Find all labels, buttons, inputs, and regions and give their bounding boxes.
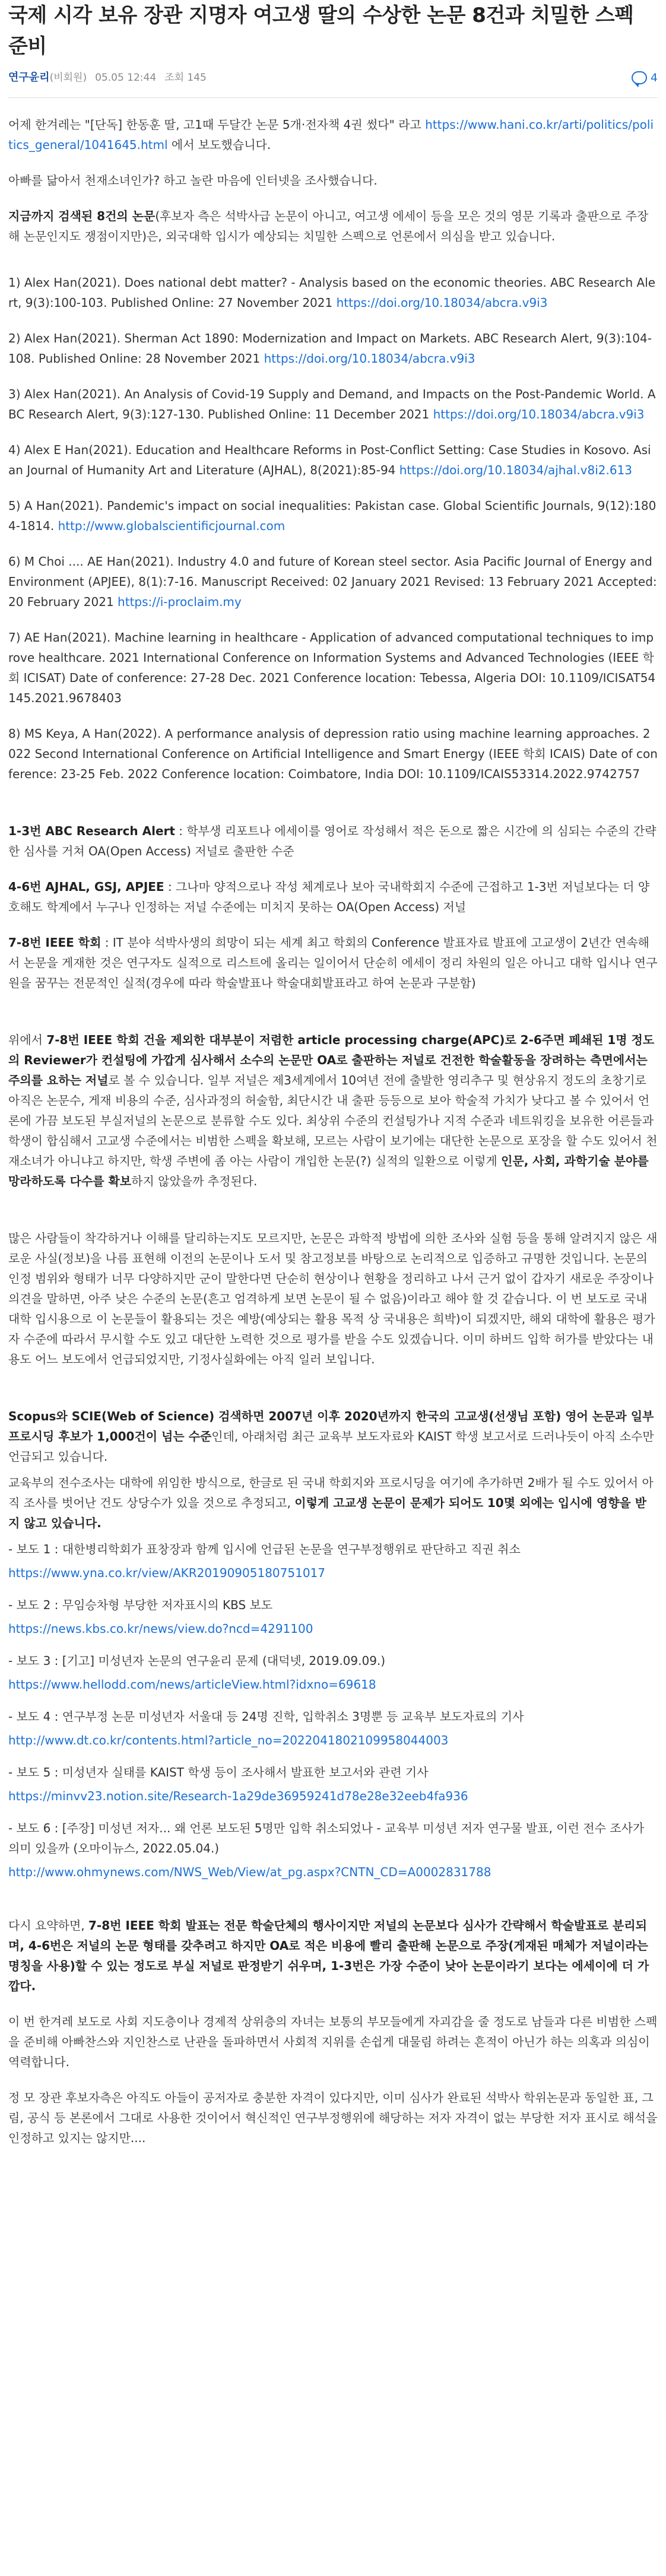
news-label: - 보도 2 : 무임승차형 부당한 저자표시의 KBS 보도 — [8, 1598, 273, 1612]
intro-text-end: 에서 보도했습니다. — [167, 138, 271, 152]
intro-text: 어제 한겨레는 "[단독] 한동훈 딸, 고1때 두달간 논문 5개·전자책 4권 썼다" 라고 — [8, 118, 426, 132]
news-label: - 보도 6 : [주장] 미성년 저자... 왜 언론 보도된 5명만 입학 취소되었나 - 교육부 미성년 저자 연구물 발표, 이런 전수 조사가 의미 있을까 (오마이뉴스, 2022.05.04.) — [8, 1821, 645, 1855]
body-bold: Scopus와 SCIE(Web of Science) 검색하면 2007년 이후 2020년까지 한국의 고교생(선생님 포함) 영어 논문과 일부 프로시딩 후보가 1,000건이 넘는 수준 — [8, 1409, 654, 1444]
reference-item — [8, 724, 658, 784]
reference-text: 5) A Han(2021). Pandemic's impact on social inequalities: Pakistan case. Global Scientific Journals, 9(12):1804-1814. — [8, 499, 657, 533]
comment-count: 4 — [650, 71, 658, 84]
reference-item — [8, 496, 658, 536]
intro-paragraph-3 — [8, 206, 658, 246]
news-link[interactable]: https://news.kbs.co.kr/news/view.do?ncd=4291100 — [8, 1622, 313, 1636]
body-text: 하지 않았을까 추정된다. — [131, 1174, 258, 1188]
intro-p3-text: (후보자 측은 석박사급 논문이 아니고, 여고생 에세이 등을 모은 것의 영문 기록과 출판으로 주장해 논문인지도 쟁점이지만)은, 외국대학 입시가 예상되는 치밀한 스펙으로 언론에서 의심을 받고 있습니다. — [8, 209, 649, 243]
intro-bold: 지금까지 검색된 8건의 논문 — [8, 209, 156, 223]
reference-link[interactable]: https://doi.org/10.18034/abcra.v9i3 — [433, 407, 645, 421]
reference-item — [8, 627, 658, 708]
body-paragraph-4 — [8, 1473, 658, 1533]
reference-text: 6) M Choi .... AE Han(2021). Industry 4.0 and future of Korean steel sector. Asia Pacific Journal of Energy and Environment (APJEE), 8(1):7-16. Manuscript Received: 02 January 2021 Revised: 13 February 2021 Accepted: 20 February 2021 — [8, 554, 657, 609]
body-paragraph-2: 많은 사람들이 착각하거나 이해를 달리하는지도 모르지만, 논문은 과학적 방법에 의한 조사와 실험 등을 통해 알려지지 않은 새로운 사실(정보)을 나름 표현해 이전의 논문이나 도서 및 참고정보를 바탕으로 논리적으로 입증하고 규명한 것입니다. 논문의 인정 범위와 형태가 너무 다양하지만 군이 말한다면 단순히 현상이나 현황을 정리하고 나서 근거 없이 갑자기 새로운 주장이나 의견을 말하면, 아주 낮은 수준의 논문(흔고 엄격하게 보면 논문이 될 수 없음)이라고 해야 할 것 같습니다. 이 번 보도로 국내 대학 입시용으로 이 논문들이 활용되는 것은 예방(예상되는 활용 목적 상 국내용은 희박)이 되겠지만, 해외 대학에 활용은 평가자 수준에 따라서 무시할 수도 있고 대단한 노력한 것으로 평가를 받을 수도 있겠습니다. 이미 하버드 입학 허가를 받았다는 내용도 어느 보도에서 언급되었지만, 기정사실화에는 아직 일러 보입니다. — [8, 1231, 658, 1366]
post-title: 국제 시각 보유 장관 지명자 여고생 딸의 수상한 논문 8건과 치밀한 스펙 준비 — [8, 4, 634, 58]
body-bold: 이렇게 고교생 논문이 문제가 되어도 10몇 외에는 입시에 영향을 받지 않고 있습니다. — [8, 1496, 647, 1530]
author-type: (비회원) — [49, 72, 87, 84]
summary-text: 다시 요약하면, — [8, 1918, 88, 1933]
analysis-label: 4-6번 AJHAL, GSJ, APJEE — [8, 880, 164, 894]
hani-article-link[interactable]: https://www.hani.co.kr/arti/politics/politics_general/1041645.html — [8, 118, 654, 152]
body-text: 교육부의 전수조사는 대학에 위임한 방식으로, 한글로 된 국내 학회지와 프로시딩을 여기에 추가하면 2배가 될 수도 있어서 아직 조사를 벗어난 건도 상당수가 있을 것으로 추정되고, — [8, 1476, 654, 1510]
news-label: - 보도 1 : 대한병리학회가 표창장과 함께 입시에 언급된 논문을 연구부정행위로 판단하고 직권 취소 — [8, 1542, 521, 1556]
reference-item — [8, 384, 658, 424]
summary-bold: 7-8번 IEEE 학회 발표는 전문 학술단체의 행사이지만 저널의 논문보다 심사가 간략해서 학술발표로 분리되며, 4-6번은 저널의 논문 형태를 갖추려고 하지만 OA로 적은 비용에 빨리 출판해 논문으로 주장(게재된 매체가 저널이라는 명칭을 사용)할 수 있는 정도로 부실 저널로 판정받기 쉬우며, 1-3번은 가장 수준이 낮아 논문이라기 보다는 에세이에 더 가깝다. — [8, 1918, 649, 1993]
reference-list — [8, 272, 658, 784]
post-header — [8, 0, 658, 98]
reference-link[interactable]: https://doi.org/10.18034/ajhal.v8i2.613 — [399, 463, 633, 477]
summary-paragraph-3: 정 모 장관 후보자측은 아직도 아들이 공저자로 충분한 자격이 있다지만, 이미 심사가 완료된 석박사 학위논문과 동일한 표, 그림, 공식 등 본론에서 그대로 사용한 것이어서 혁신적인 연구부정행위에 해당하는 저자 자격이 없는 부당한 저자 표시로 해석을 인정하고 있지는 않지만.... — [8, 2090, 658, 2145]
post-views: 조회 145 — [164, 72, 207, 84]
body-bold: 인문, 사회, 과학기술 분야를 망라하도록 다수를 확보 — [8, 1154, 649, 1188]
reference-item — [8, 440, 658, 480]
reference-link[interactable]: http://www.globalscientificjournal.com — [58, 519, 286, 533]
reference-item — [8, 551, 658, 612]
summary-paragraph-2: 이 번 한겨레 보도로 사회 지도층이나 경제적 상위층의 자녀는 보통의 부모들에게 자괴감을 줄 정도로 남들과 다른 비범한 스펙을 준비해 아빠찬스와 지인찬스로 난관을 돌파하면서 사회적 지위를 손쉽게 대물림 하려는 흔적이 아닌가 하는 의혹과 의심이 역력합니다. — [8, 2015, 658, 2069]
reference-text: 2) Alex Han(2021). Sherman Act 1890: Modernization and Impact on Markets. ABC Research Alert, 9(3):104-108. Published Online: 28 November 2021 — [8, 331, 652, 366]
body-text: 로 볼 수 있습니다. 일부 저널은 제3세계에서 10여년 전에 출발한 영리추구 및 현상유지 정도의 초창기로 아직은 논문수, 게재 비용의 수준, 심사과정의 허술함, 최단시간 내 출판 등등으로 보아 학술적 가치가 낮다고 볼 수 있어서 언론에 가끔 보도된 부실저널의 논문으로 분류할 수도 있다. 최상위 수준의 컨설팅가나 지적 수준과 네트워킹을 보유한 어른들과 학생이 합심해서 고교생 수준에서는 비범한 스펙을 확보해, 모르는 사람이 보기에는 대단한 논문으로 포장을 할 수도 있어서 천재소녀가 아니냐고 하지만, 학생 주변에 좀 아는 사람이 개입한 논문(?) 실적의 일환으로 이렇게 — [8, 1073, 658, 1168]
reference-text: 7) AE Han(2021). Machine learning in healthcare - Application of advanced computational techniques to improve healthcare. 2021 International Conference on Information Systems and Advanced Technologies (IEEE 학회 ICISAT) Date of conference: 27-28 Dec. 2021 Conference location: Tebessa, Algeria DOI: 10.1109/ICISAT54145.2021.9678403 — [8, 630, 656, 705]
intro-paragraph-2: 아빠를 닮아서 천재소녀인가? 하고 놀란 마음에 인터넷을 조사했습니다. — [8, 173, 378, 188]
news-link[interactable]: https://www.hellodd.com/news/articleView.html?idxno=69618 — [8, 1677, 376, 1692]
news-link[interactable]: http://www.dt.co.kr/contents.html?article_no=2022041802109958044003 — [8, 1733, 449, 1747]
analysis-item-1 — [8, 821, 658, 861]
body-bold: 7-8번 IEEE 학회 건을 제외한 대부분이 저렴한 article processing charge(APC)로 2-6주면 페쇄된 1명 정도의 Reviewer가 컨설팅에 가깝게 심사해서 소수의 논문만 OA로 출판하는 저널로 건전한 학술활동을 장려하는 측면에서는 주의를 요하는 저널 — [8, 1033, 655, 1087]
body-paragraph-3 — [8, 1406, 658, 1467]
news-label: - 보도 3 : [기고] 미성년자 논문의 연구윤리 문제 (대덕넷, 2019.09.09.) — [8, 1654, 386, 1668]
summary-paragraph-1 — [8, 1915, 658, 1996]
analysis-label: 1-3번 ABC Research Alert — [8, 824, 175, 838]
analysis-item-2 — [8, 877, 658, 917]
post-content — [8, 98, 658, 2148]
reference-text: 3) Alex Han(2021). An Analysis of Covid-19 Supply and Demand, and Impacts on the Post-Pandemic World. ABC Research Alert, 9(3):127-130. Published Online: 11 December 2021 — [8, 387, 656, 421]
intro-paragraph-1 — [8, 115, 658, 155]
news-link[interactable]: http://www.ohmynews.com/NWS_Web/View/at_pg.aspx?CNTN_CD=A0002831788 — [8, 1865, 491, 1879]
reference-link[interactable]: https://doi.org/10.18034/abcra.v9i3 — [336, 296, 548, 310]
post-meta-left — [8, 68, 207, 88]
news-label: - 보도 5 : 미성년자 실태를 KAIST 학생 등이 조사해서 발표한 보고서와 관련 기사 — [8, 1765, 429, 1779]
post-meta — [8, 62, 658, 98]
analysis-item-3 — [8, 932, 658, 993]
comment-icon — [632, 71, 647, 84]
reference-text: 8) MS Keya, A Han(2022). A performance analysis of depression ratio using machine learning approaches. 2022 Second International Conference on Artificial Intelligence and Smart Energy (IEEE 학회 ICAIS) Date of conference: 23-25 Feb. 2022 Conference location: Coimbatore, India DOI: 10.1109/ICAIS53314.2022.9742757 — [8, 727, 658, 781]
news-label: - 보도 4 : 연구부정 논문 미성년자 서울대 등 24명 진학, 입학취소 3명뿐 등 교육부 보도자료의 기사 — [8, 1709, 524, 1724]
analysis-label: 7-8번 IEEE 학회 — [8, 935, 102, 950]
body-text: 인데, 아래처럼 최근 교육부 보도자료와 KAIST 학생 보고서로 드러나듯이 아직 소수만 언급되고 있습니다. — [8, 1429, 654, 1464]
post-date: 05.05 12:44 — [95, 72, 157, 84]
reference-text: 4) Alex E Han(2021). Education and Healthcare Reforms in Post-Conflict Setting: Case Studies in Kosovo. Asian Journal of Humanity Art and Literature (AJHAL), 8(2021):85-94 — [8, 443, 651, 477]
news-list — [8, 1539, 658, 1882]
reference-item — [8, 328, 658, 369]
body-text: 위에서 — [8, 1033, 47, 1047]
author-name[interactable]: 연구윤리 — [8, 71, 50, 84]
news-link[interactable]: https://minvv23.notion.site/Research-1a29de36959241d78e28e32eeb4fa936 — [8, 1789, 468, 1803]
reference-link[interactable]: https://doi.org/10.18034/abcra.v9i3 — [264, 351, 475, 366]
reference-link[interactable]: https://i-proclaim.my — [118, 595, 242, 609]
news-link[interactable]: https://www.yna.co.kr/view/AKR20190905180751017 — [8, 1566, 325, 1580]
analysis-text: : 그나마 양적으로나 작성 체계로나 보아 국내학회지 수준에 근접하고 1-3번 저널보다는 더 양호해도 학계에서 누구나 인정하는 저널 수준에는 미치지 못하는 OA(Open Access) 저널 — [8, 880, 650, 914]
body-paragraph-1 — [8, 1030, 658, 1191]
reference-text: 1) Alex Han(2021). Does national debt matter? - Analysis based on the economic theories. ABC Research Alert, 9(3):100-103. Published Online: 27 November 2021 — [8, 275, 656, 310]
author-block[interactable] — [8, 68, 87, 88]
comment-count-button[interactable] — [632, 68, 658, 88]
analysis-text: : 학부생 리포트나 에세이를 영어로 작성해서 적은 돈으로 짧은 시간에 의 심되는 수준의 간략한 심사를 거쳐 OA(Open Access) 저널로 출판한 수준 — [8, 824, 657, 858]
analysis-text: : IT 분야 석박사생의 희망이 되는 세계 최고 학회의 Conference 발표자료 발표에 고교생이 2년간 연속해서 논문을 게재한 것은 연구자도 실적으로 리스트에 올리는 일이어서 단순히 에세이 정리 차원의 일은 아니고 대학 입시나 연구원을 꿈꾸는 전문적인 실적(경우에 따라 학술발표나 학술대회발표라고 하여 논문과 구분함) — [8, 935, 658, 990]
reference-item — [8, 272, 658, 313]
